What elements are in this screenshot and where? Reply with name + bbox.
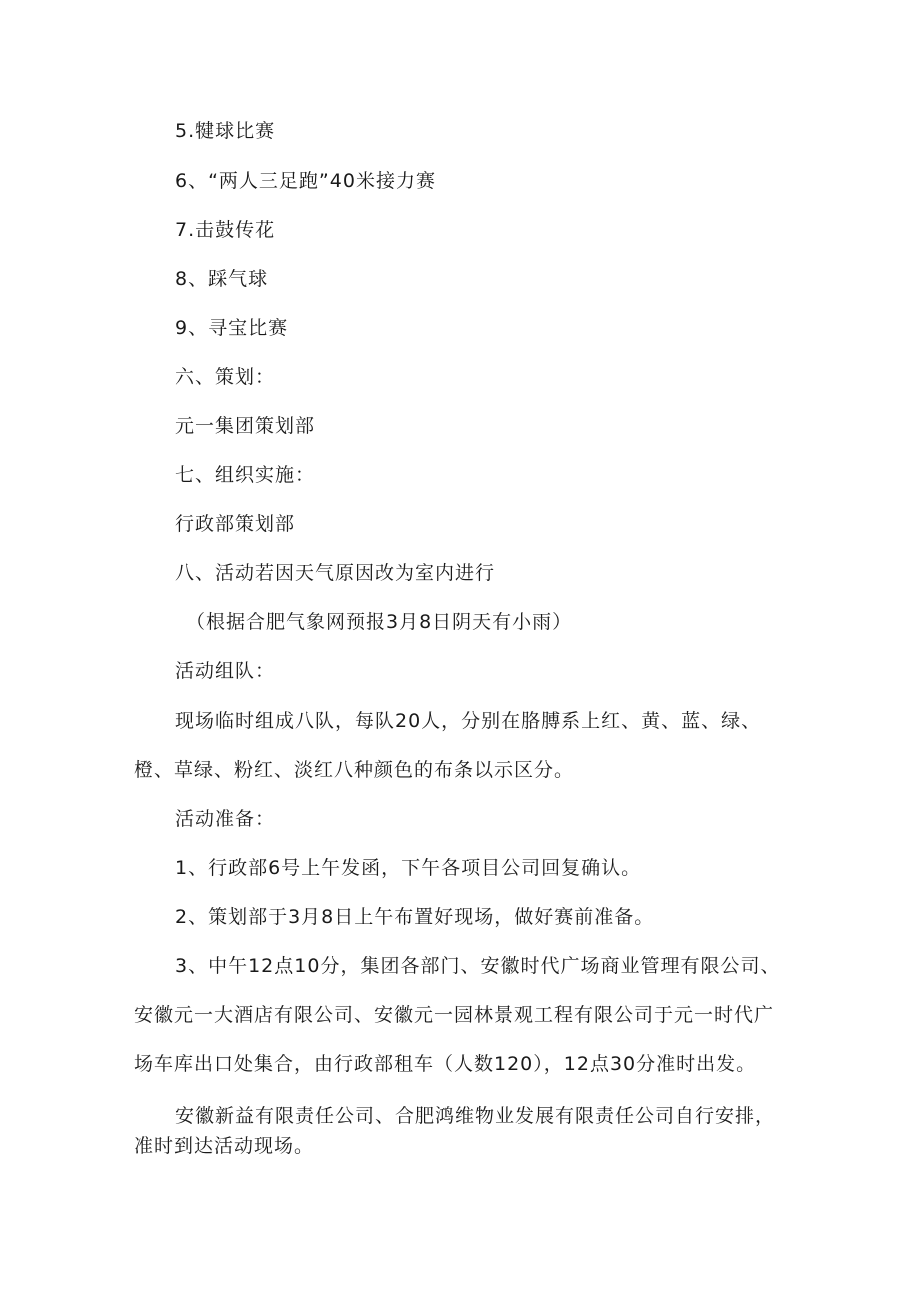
item-5-shuttlecock: 5.犍球比赛 bbox=[175, 120, 276, 142]
prep-item-3-line-1: 3、中午12点10分，集团各部门、安徽时代广场商业管理有限公司、 bbox=[175, 955, 781, 977]
team-body-line-1: 现场临时组成八队，每队20人，分别在胳膊系上红、黄、蓝、绿、 bbox=[175, 710, 762, 732]
prep-item-3-line-3: 场车库出口处集合，由行政部租车（人数120），12点30分准时出发。 bbox=[134, 1053, 757, 1075]
prep-item-3-line-2: 安徽元一大酒店有限公司、安徽元一园林景观工程有限公司于元一时代广 bbox=[134, 1004, 775, 1026]
section-7-body: 行政部策划部 bbox=[175, 513, 296, 535]
item-7-drum-pass-flower: 7.击鼓传花 bbox=[175, 219, 276, 241]
section-8-heading: 八、活动若因天气原因改为室内进行 bbox=[175, 562, 496, 584]
weather-note: （根据合肥气象网预报3月8日阴天有小雨） bbox=[186, 611, 573, 633]
prep-heading: 活动准备： bbox=[175, 808, 276, 830]
section-6-heading: 六、策划： bbox=[175, 366, 276, 388]
prep-item-1: 1、行政部6号上午发函，下午各项目公司回复确认。 bbox=[175, 857, 642, 879]
item-9-treasure-hunt: 9、寻宝比赛 bbox=[175, 317, 289, 339]
team-heading: 活动组队： bbox=[175, 660, 276, 682]
self-arrange-line-1: 安徽新益有限责任公司、合肥鸿维物业发展有限责任公司自行安排， bbox=[175, 1105, 776, 1127]
self-arrange-line-2: 准时到达活动现场。 bbox=[134, 1135, 315, 1157]
item-8-balloon-stomp: 8、踩气球 bbox=[175, 268, 269, 290]
prep-item-2: 2、策划部于3月8日上午布置好现场，做好赛前准备。 bbox=[175, 906, 655, 928]
team-body-line-2: 橙、草绿、粉红、淡红八种颜色的布条以示区分。 bbox=[134, 759, 575, 781]
section-6-body: 元一集团策划部 bbox=[175, 415, 316, 437]
item-6-three-legged-race: 6、“两人三足跑”40米接力赛 bbox=[175, 170, 436, 192]
section-7-heading: 七、组织实施： bbox=[175, 464, 316, 486]
